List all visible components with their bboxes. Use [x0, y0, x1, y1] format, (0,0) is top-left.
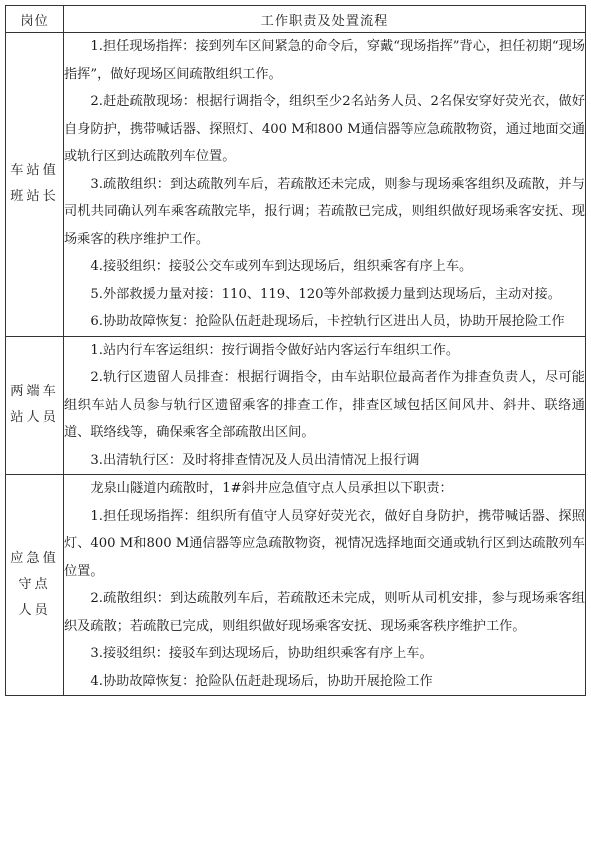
role-label: 人员	[18, 603, 51, 618]
table-row	[6, 336, 586, 475]
duty-paragraph: 4.协助故障恢复：抢险队伍赶赴现场后，协助开展抢险工作	[90, 673, 433, 689]
duty-paragraph: 4.接驳组织：接驳公交车或列车到达现场后，组织乘客有序上车。	[90, 259, 473, 274]
duty-paragraph: 2.赶赴疏散现场：根据行调指令，组织至少2名站务人员、2名保安穿好荧光衣，做好自身防护，携带喊话器、探照灯、400 M和800 M通信器等应急疏散物资，通过地面交通或轨行区到达疏散列车位置。	[64, 94, 585, 164]
role-cell	[6, 336, 64, 475]
role-label: 应急值	[10, 551, 59, 566]
duty-paragraph: 1.担任现场指挥：接到列车区间紧急的命令后，穿戴“现场指挥”背心，担任初期“现场指挥”，做好现场区间疏散组织工作。	[64, 39, 585, 82]
role-label: 班站长	[10, 189, 59, 205]
duty-paragraph: 3.疏散组织：到达疏散列车后，若疏散还未完成，则参与现场乘客组织及疏散，并与司机共同确认列车乘客疏散完毕，报行调；若疏散已完成，则组织做好现场乘客安抚、现场乘客的秩序维护工作。	[64, 176, 585, 247]
duty-cell	[64, 336, 586, 475]
duty-paragraph: 3.出清轨行区：及时将排查情况及人员出清情况上报行调	[90, 452, 420, 468]
duty-paragraph: 5.外部救援力量对接：110、119、120等外部救援力量到达现场后，主动对接。	[90, 286, 561, 302]
role-label: 站人员	[10, 410, 59, 426]
duty-paragraph: 1.站内行车客运组织：按行调指令做好站内客运行车组织工作。	[90, 342, 460, 358]
table-row	[6, 33, 586, 337]
duty-table	[5, 5, 586, 696]
table-row	[6, 475, 586, 696]
duty-paragraph: 1.担任现场指挥：组织所有值守人员穿好荧光衣，做好自身防护，携带喊话器、探照灯、400 M和800 M通信器等应急疏散物资，视情况选择地面交通或轨行区到达疏散列车位置。	[64, 508, 585, 579]
role-label: 车站值	[10, 163, 59, 179]
role-cell	[6, 33, 64, 337]
duty-paragraph: 6.协助故障恢复：抢险队伍赶赴现场后，卡控轨行区进出人员，协助开展抢险工作	[90, 314, 565, 329]
header-duty: 工作职责及处置流程	[64, 6, 586, 33]
role-label: 两端车	[10, 384, 59, 400]
duty-cell	[64, 475, 586, 696]
duty-paragraph: 3.接驳组织：接驳车到达现场后，协助组织乘客有序上车。	[90, 646, 433, 661]
header-role: 岗位	[6, 6, 64, 33]
duty-paragraph: 2.疏散组织：到达疏散列车后，若疏散还未完成，则听从司机安排，参与现场乘客组织及疏散；若疏散已完成，则组织做好现场乘客安抚、现场乘客秩序维护工作。	[64, 591, 585, 634]
role-cell	[6, 475, 64, 696]
duty-cell	[64, 33, 586, 337]
duty-paragraph: 龙泉山隧道内疏散时，1#斜井应急值守点人员承担以下职责：	[90, 481, 453, 496]
duty-paragraph: 2.轨行区遗留人员排查：根据行调指令，由车站职位最高者作为排查负责人，尽可能组织车站人员参与轨行区遗留乘客的排查工作，排查区域包括区间风井、斜井、联络通道、联络线等，确保乘客全部疏散出区间。	[64, 370, 585, 440]
role-label: 守点	[18, 577, 51, 592]
header-row	[6, 6, 586, 33]
